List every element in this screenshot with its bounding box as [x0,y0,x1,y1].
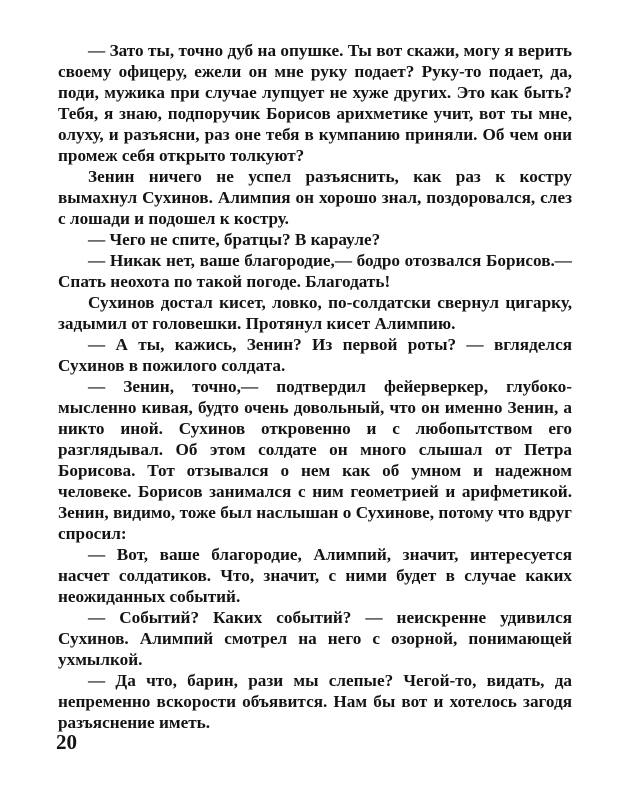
paragraph-6: — А ты, кажись, Зенин? Из первой роты? — вгляделся Сухинов в пожилого солдата. [58,335,572,375]
page-text-block [58,40,572,733]
paragraph-1: — Зато ты, точно дуб на опушке. Ты вот скажи, могу я верить своему офицеру, ежели он мне руку подает? Руку-то подает, да, поди, мужика при случае лупцует не хуже других. Это как быть? Тебя, я знаю, подпоручик Борисов арихметике учит, вот ты мне, олуху, и разъясни, раз оне тебя в кумпанию приняли. Об чем они промеж себя открыто толкуют? [58,41,572,165]
paragraph-10: — Да что, барин, рази мы слепые? Чегой-то, видать, да непременно вскорости объявится. Нам бы вот и хотелось загодя разъяснение иметь. [58,671,572,732]
page-number: 20 [56,730,77,754]
paragraph-7: — Зенин, точно,— подтвердил фейерверкер, глубокомысленно кивая, будто очень довольный, что он именно Зенин, а никто иной. Сухинов откровенно и с любопытством его разглядывал. Об этом солдате он много слышал от Петра Борисова. Тот отзывался о нем как об умном и надежном человеке. Борисов занимался с ним геометрией и арифметикой. Зенин, видимо, тоже был наслышан о Сухинове, потому что вдруг спросил: [58,377,572,543]
paragraph-8: — Вот, ваше благородие, Алимпий, значит, интересуется насчет солдатиков. Что, значит, с ними будет в случае каких неожиданных событий. [58,545,572,606]
paragraph-5: Сухинов достал кисет, ловко, по-солдатски свернул цигарку, задымил от головешки. Протянул кисет Алимпию. [58,293,572,333]
paragraph-2: Зенин ничего не успел разъяснить, как раз к костру вымахнул Сухинов. Алимпия он хорошо знал, поздоровался, слез с лошади и подошел к костру. [58,167,572,228]
paragraph-9: — Событий? Каких событий? — неискренне удивился Сухинов. Алимпий смотрел на него с озорной, понимающей ухмылкой. [58,608,572,669]
paragraph-3: — Чего не спите, братцы? В карауле? [88,230,381,249]
paragraph-4: — Никак нет, ваше благородие,— бодро отозвался Борисов.— Спать неохота по такой погоде. Благодать! [58,251,572,291]
